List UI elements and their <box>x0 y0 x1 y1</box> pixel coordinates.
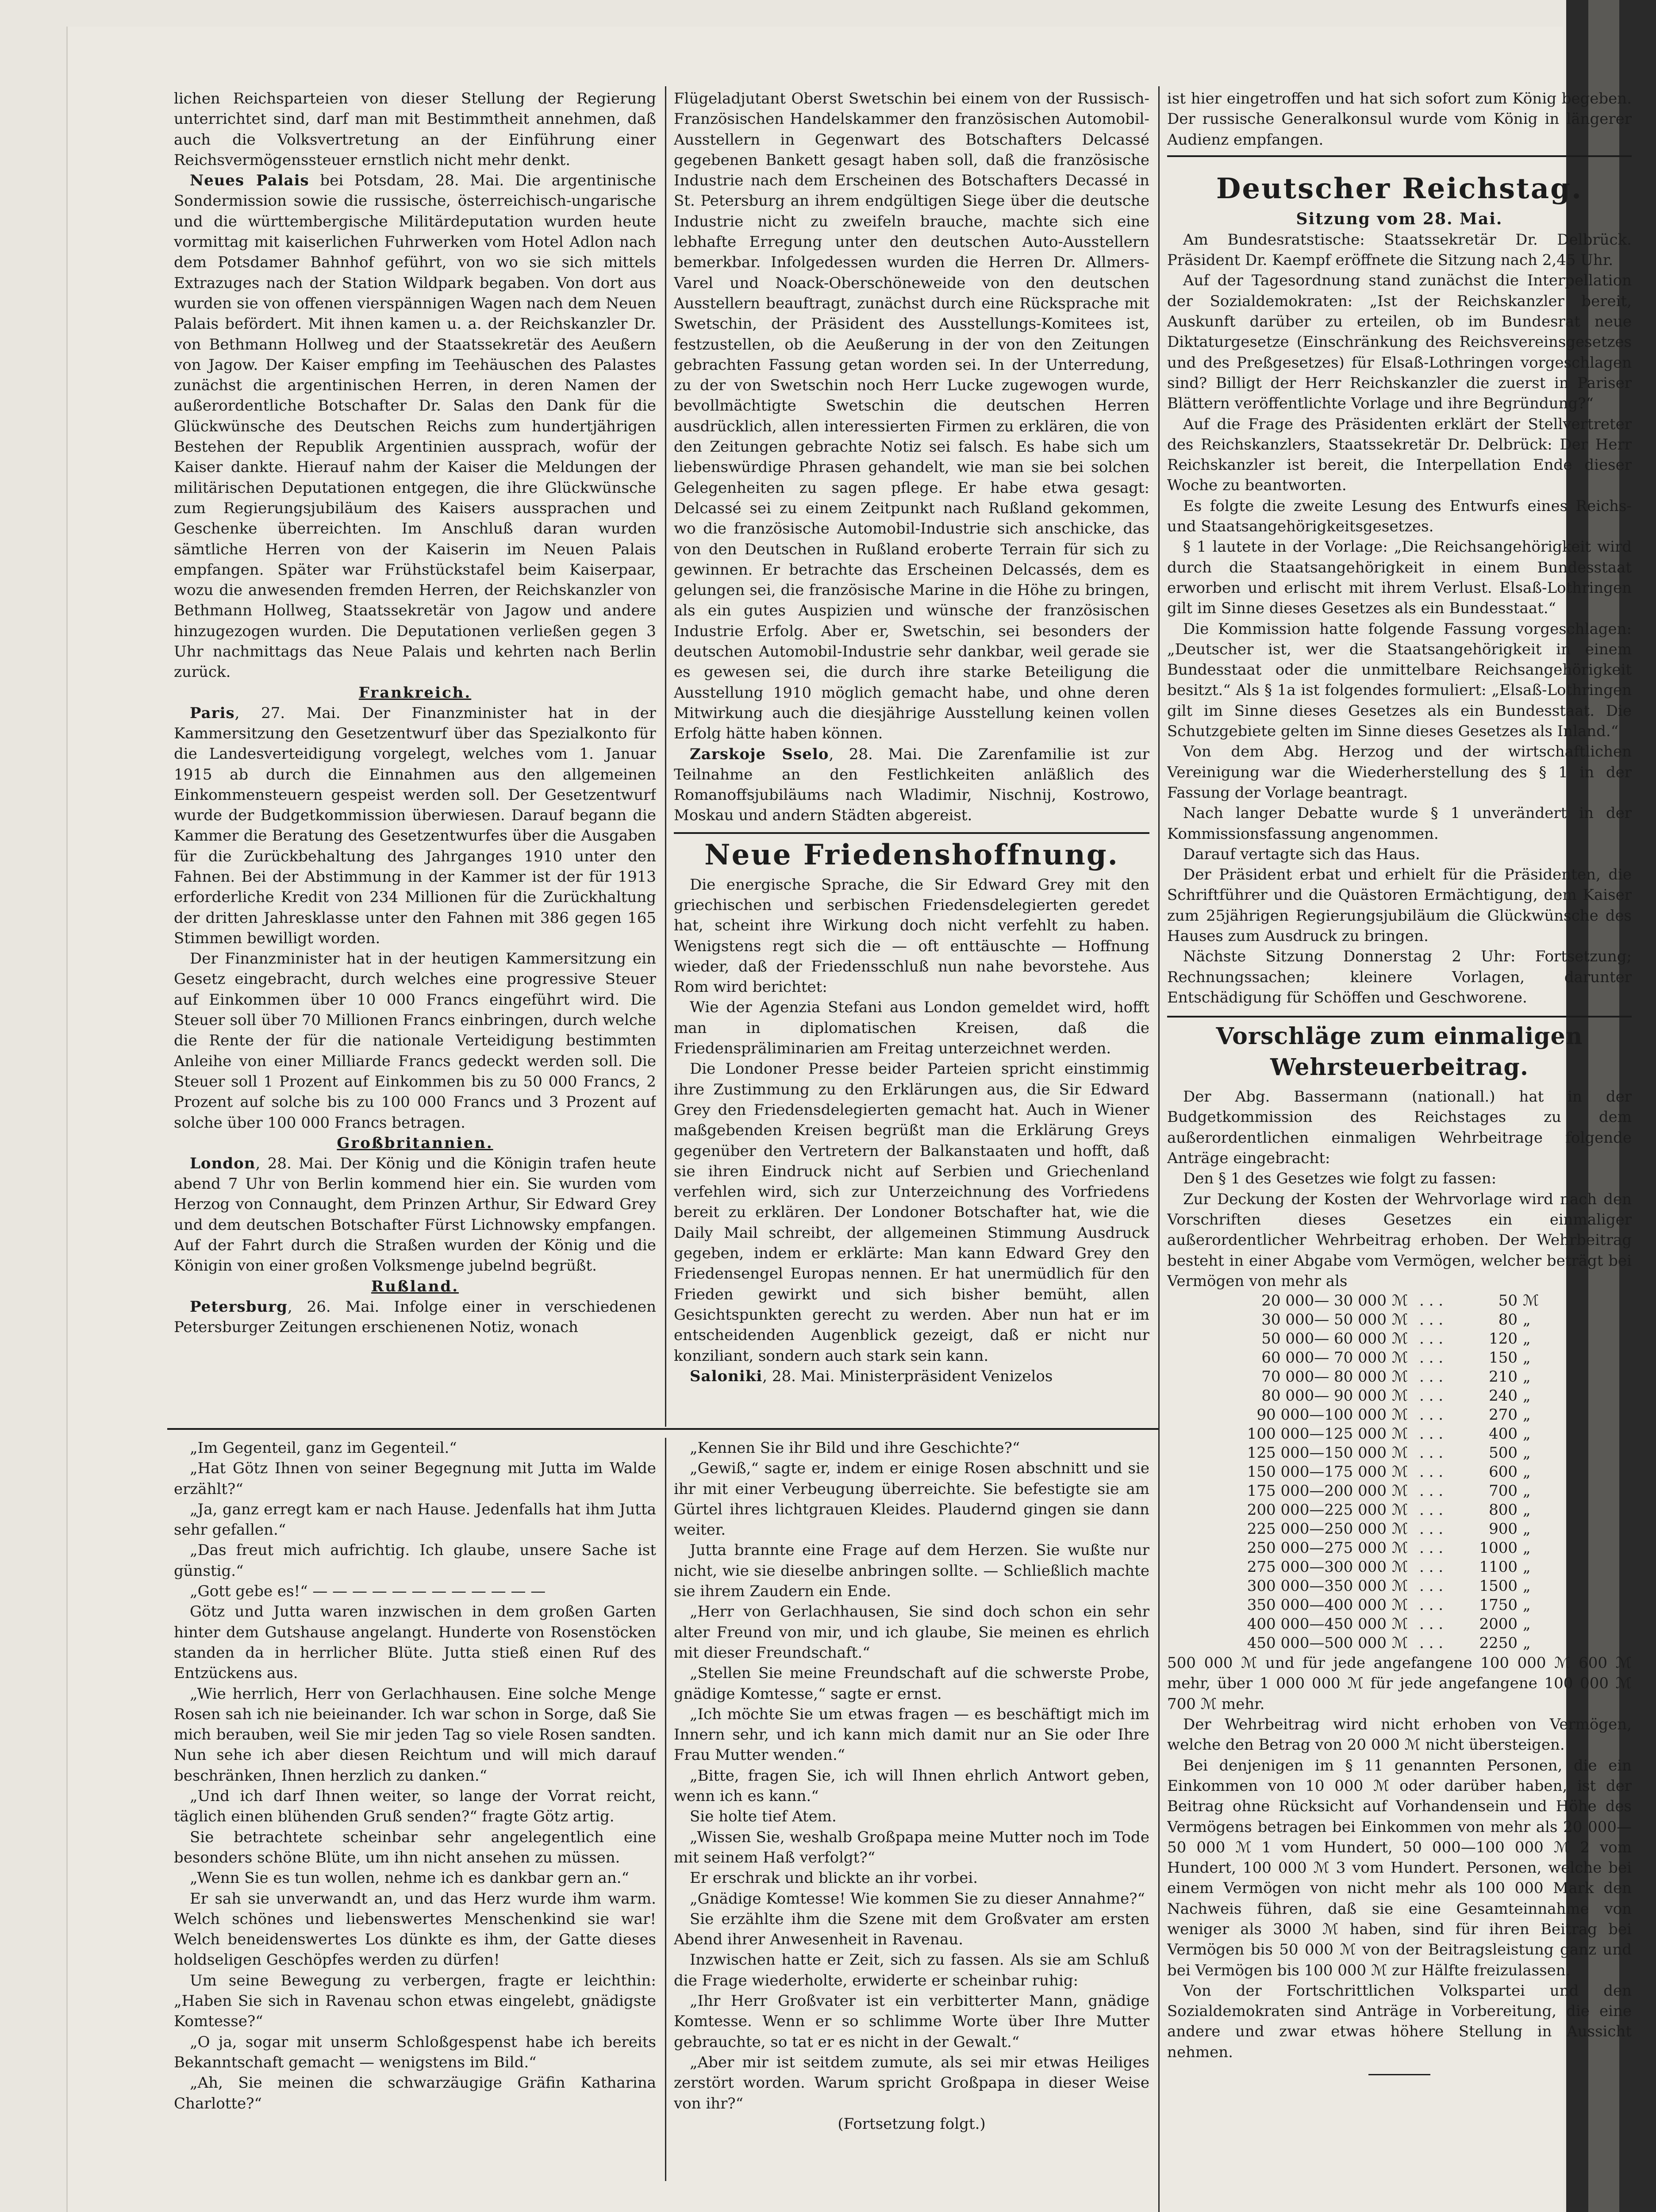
rate-amount: 400 <box>1489 1425 1518 1443</box>
leader-dots: . . . <box>1419 1292 1444 1310</box>
rate-amount: 270 <box>1489 1406 1518 1424</box>
story-paragraph: „Herr von Gerlachhausen, Sie sind doch schon ein sehr alter Freund von mir, und ich glaube, Sie meinen es ehrlich mit dieser Freundschaft.“ <box>674 1603 1149 1662</box>
mark-sign: ℳ <box>1392 1292 1408 1310</box>
article-text: ist hier eingetroffen und hat sich sofort zum König begeben. Der russische Generalkonsul wurde vom König in längerer Audienz empfangen. <box>1167 90 1632 149</box>
story-paragraph: Inzwischen hatte er Zeit, sich zu fassen. Als sie am Schluß die Frage wiederholte, erwiderte er scheinbar ruhig: <box>674 1951 1149 1989</box>
leader-dots: . . . <box>1419 1368 1444 1386</box>
leader-dots: . . . <box>1419 1558 1444 1576</box>
mark-sign: ℳ <box>1392 1596 1408 1614</box>
mark-sign: ℳ <box>1392 1520 1408 1538</box>
article-text: Der Abg. Bassermann (nationall.) hat in der Budgetkommission des Reichstages zu dem außerordentlichen einmaligen Wehrbeitrage folgende Anträge eingebracht: <box>1167 1088 1632 1167</box>
story-paragraph: Sie erzählte ihm die Szene mit dem Großvater am ersten Abend ihrer Anwesenheit in Ravenau. <box>674 1910 1149 1949</box>
section-heading-grossbritannien: Großbritannien. <box>337 1134 493 1152</box>
story-paragraph: „Stellen Sie meine Freundschaft auf die schwerste Probe, gnädige Komtesse,“ sagte er ernst. <box>674 1664 1149 1703</box>
ditto-mark: „ <box>1523 1444 1531 1462</box>
rate-range: 450 000—500 000 <box>1247 1634 1387 1652</box>
article-neues-palais <box>174 170 656 682</box>
article-text: Der Wehrbeitrag wird nicht erhoben von Vermögen, welche den Betrag von 20 000 ℳ nicht übersteigen. <box>1167 1716 1632 1754</box>
article-text: Auf der Tagesordnung stand zunächst die Interpellation der Sozialdemokraten: „Ist der Reichskanzler bereit, Auskunft darüber zu erteilen, ob im Bundesrat neue Diktaturgesetze (Einschränkung des Reichsvereinsgesetzes und des Preßgesetzes) für Elsaß-Lothringen vorgeschlagen sind? Billigt der Herr Reichskanzler die zuerst in Pariser Blättern veröffentlichte Vorlage und ihre Begründung?“ <box>1167 272 1632 413</box>
story-paragraph: „Hat Götz Ihnen von seiner Begegnung mit Jutta im Walde erzählt?“ <box>174 1459 656 1498</box>
ditto-mark: „ <box>1523 1330 1531 1348</box>
article-petersburg <box>174 1297 656 1338</box>
ditto-mark: „ <box>1523 1577 1531 1595</box>
mark-sign: ℳ <box>1392 1406 1408 1424</box>
rate-amount: 2250 <box>1479 1634 1518 1652</box>
rate-range: 400 000—450 000 <box>1247 1615 1387 1633</box>
end-rule <box>1368 2074 1430 2075</box>
rate-range: 100 000—125 000 <box>1247 1425 1387 1443</box>
rate-amount: 120 <box>1489 1330 1518 1348</box>
column-divider-2 <box>1158 86 1160 2212</box>
ditto-mark: „ <box>1523 1501 1531 1519</box>
feuilleton-divider <box>665 1438 666 2181</box>
dateline: London <box>190 1154 256 1172</box>
leader-dots: . . . <box>1419 1463 1444 1481</box>
article-text: , 27. Mai. Der Finanzminister hat in der Kammersitzung den Gesetzentwurf über das Spezialkonto für die Landesverteidigung vorgelegt, welches vom 1. Januar 1915 ab durch die Einnahmen aus den allgemeinen Einkommensteuern gespeist werden soll. Der Gesetzentwurf wurde der Budgetkommission überwiesen. Darauf begann die Kammer die Beratung des Gesetzentwurfes über die Ausgaben für die Zurückbehaltung des Jahrganges 1910 unter den Fahnen. Bei der Abstimmung in der Kammer ist der für 1913 erforderliche Kredit von 234 Millionen für die Zurückhaltung der dritten Jahresklasse unter den Fahnen mit 386 gegen 165 Stimmen bewilligt worden. <box>174 704 656 947</box>
feuilleton-left <box>174 1438 656 2190</box>
leader-dots: . . . <box>1419 1444 1444 1462</box>
dateline: Saloniki <box>690 1367 763 1385</box>
ditto-mark: „ <box>1523 1558 1531 1576</box>
article-text: Bei denjenigen im § 11 genannten Personen, die ein Einkommen von 10 000 ℳ oder darüber haben, ist der Beitrag ohne Rücksicht auf Vorhandensein und Höhe des Vermögens betragen bei Einkommen von mehr als 20 000—50 000 ℳ 1 vom Hundert, 50 000—100 000 ℳ 2 vom Hundert, 100 000 ℳ 3 vom Hundert. Personen, welche bei einem Vermögen von nicht mehr als 100 000 Mark den Nachweis führen, daß sie eine Gesamteinnahme von weniger als 3000 ℳ haben, sind für ihren Beitrag bei Vermögen bis 50 000 ℳ von der Beitragsleistung ganz und bei Vermögen bis 100 000 ℳ zur Hälfte freizulassen. <box>1167 1756 1632 1979</box>
rate-row <box>1183 1615 1555 1634</box>
rate-amount: 600 <box>1489 1463 1518 1481</box>
column-1 <box>174 88 656 1429</box>
rate-amount: 50 <box>1498 1292 1518 1310</box>
article-text: Die Londoner Presse beider Parteien spricht einstimmig ihre Zustimmung zu den Erklärungen aus, die Sir Edward Grey den Friedensdelegierten gemacht hat. Auch in Wiener maßgebenden Kreisen begrüßt man die Erklärung Greys gegenüber den Vertretern der Balkanstaaten und hofft, daß sie ihren Eindruck nicht auf Serbien und Griechenland verfehlen wird, sich zur Unterzeichnung des Vorfriedens bereit zu erklären. Der Londoner Botschafter hat, wie die Daily Mail schreibt, der allgemeinen Stimmung Ausdruck gegeben, indem er erklärte: Man kann Edward Grey den Friedensengel Europas nennen. Er hat unermüdlich für den Frieden gewirkt und sich bisher bemüht, allen Gesichtspunkten gerecht zu werden. Aber nun hat er im entscheidenden Augenblick gezeigt, daß er nicht nur konziliant, sondern auch stark sein kann. <box>674 1060 1149 1365</box>
article-text: Der Präsident erbat und erhielt für die Präsidenten, die Schriftführer und die Quästoren Ermächtigung, dem Kaiser zum 25jährigen Regierungsjubiläum die Glückwünsche des Hauses zum Ausdruck zu bringen. <box>1167 866 1632 945</box>
story-paragraph: „O ja, sogar mit unserm Schloßgespenst habe ich bereits Bekanntschaft gemacht — wenigstens im Bild.“ <box>174 2033 656 2071</box>
feuilleton-right <box>674 1438 1149 2190</box>
article-text: Von dem Abg. Herzog und der wirtschaftlichen Vereinigung war die Wiederherstellung des § 1 in der Fassung der Vorlage beantragt. <box>1167 743 1632 802</box>
rate-range: 350 000—400 000 <box>1247 1596 1387 1614</box>
rate-amount: 150 <box>1489 1349 1518 1367</box>
article-saloniki <box>674 1366 1149 1386</box>
mark-sign: ℳ <box>1392 1501 1408 1519</box>
ditto-mark: „ <box>1523 1349 1531 1367</box>
mark-sign: ℳ <box>1392 1330 1408 1348</box>
article-text: Von der Fortschrittlichen Volkspartei und den Sozialdemokraten sind Anträge in Vorbereitung, die eine andere und zwar etwas höhere Stellung in Aussicht nehmen. <box>1167 1982 1632 2061</box>
rate-amount: 1000 <box>1479 1539 1518 1557</box>
story-paragraph: „Gewiß,“ sagte er, indem er einige Rosen abschnitt und sie ihr mit einer Verbeugung überreichte. Sie befestigte sie am Gürtel ihres lichtgrauen Kleides. Plaudernd gingen sie dann weiter. <box>674 1459 1149 1539</box>
mark-sign: ℳ <box>1392 1482 1408 1500</box>
ditto-mark: „ <box>1523 1406 1531 1424</box>
article-text: , 26. Mai. Infolge einer in verschiedenen Petersburger Zeitungen erschienenen Notiz, wonach <box>174 1298 656 1336</box>
ditto-mark: „ <box>1523 1539 1531 1557</box>
article-text: Der Finanzminister hat in der heutigen Kammersitzung ein Gesetz eingebracht, durch welches eine progressive Steuer auf Einkommen über 10 000 Francs eingeführt wird. Die Steuer soll über 70 Millionen Francs einbringen, durch welche die Rente der für die nationale Verteidigung bestimmten Anleihe von einer Milliarde Francs gedeckt werden soll. Die Steuer soll 1 Prozent auf Einkommen bis zu 50 000 Francs, 2 Prozent auf solche bis zu 100 000 Francs und 3 Prozent auf solche über 100 000 Francs betragen. <box>174 950 656 1132</box>
rate-amount: 1750 <box>1479 1596 1518 1614</box>
mark-sign: ℳ <box>1392 1634 1408 1652</box>
leader-dots: . . . <box>1419 1406 1444 1424</box>
rate-range: 60 000— 70 000 <box>1261 1349 1387 1367</box>
article-text: Zur Deckung der Kosten der Wehrvorlage wird nach den Vorschriften dieses Gesetzes ein einmaliger außerordentlicher Wehrbeitrag erhoben. Der Wehrbeitrag besteht in einer Abgabe vom Vermögen, welcher beträgt bei Vermögen von mehr als <box>1167 1190 1632 1290</box>
mark-sign: ℳ <box>1392 1311 1408 1329</box>
article-text: Darauf vertagte sich das Haus. <box>1183 845 1420 863</box>
mark-sign: ℳ <box>1392 1463 1408 1481</box>
article-text: , 28. Mai. Ministerpräsident Venizelos <box>762 1367 1053 1385</box>
rate-amount: 800 <box>1489 1501 1518 1519</box>
rate-row <box>1183 1291 1555 1310</box>
mark-sign: ℳ <box>1392 1425 1408 1443</box>
rate-range: 250 000—275 000 <box>1247 1539 1387 1557</box>
mark-sign: ℳ <box>1523 1292 1539 1310</box>
story-paragraph: „Wie herrlich, Herr von Gerlachhausen. Eine solche Menge Rosen sah ich nie beieinander. Ich war schon in Sorge, daß Sie mich berauben, weil Sie mir jeden Tag so viele Rosen sandten. Nun sehe ich aber diesen Reichtum und will mich darauf beschränken, Ihnen herzlich zu danken.“ <box>174 1685 656 1785</box>
rate-range: 80 000— 90 000 <box>1261 1387 1387 1405</box>
headline-reichstag: Deutscher Reichstag. <box>1216 172 1583 205</box>
rate-last-limit: 500 000 ℳ <box>1167 1654 1257 1672</box>
article-text <box>1167 1653 1632 1714</box>
section-heading-russland: Rußland. <box>371 1277 459 1295</box>
mark-sign: ℳ <box>1392 1558 1408 1576</box>
rate-range: 70 000— 80 000 <box>1261 1368 1387 1386</box>
rate-range: 20 000— 30 000 <box>1261 1292 1387 1310</box>
ditto-mark: „ <box>1523 1368 1531 1386</box>
article-text: Die Kommission hatte folgende Fassung vorgeschlagen: „Deutscher ist, wer die Staatsangehörigkeit in einem Bundesstaat oder die unmittelbare Reichsangehörigkeit besitzt.“ Als § 1a ist folgendes formuliert: „Elsaß-Lothringen gilt im Sinne dieses Gesetzes als ein Bundesstaat. Die Schutzgebiete gelten im Sinne dieses Gesetzes als Inland.“ <box>1167 620 1632 741</box>
ditto-mark: „ <box>1523 1596 1531 1614</box>
leader-dots: . . . <box>1419 1501 1444 1519</box>
ditto-mark: „ <box>1523 1634 1531 1652</box>
article-london <box>174 1153 656 1276</box>
rate-row <box>1183 1520 1555 1539</box>
mark-sign: ℳ <box>1392 1539 1408 1557</box>
rate-row <box>1183 1634 1555 1653</box>
article-text: Auf die Frage des Präsidenten erklärt der Stellvertreter des Reichskanzlers, Staatssekretär Dr. Delbrück: Der Herr Reichskanzler ist bereit, die Interpellation Ende dieser Woche zu beantworten. <box>1167 415 1632 495</box>
rate-amount: 500 <box>1489 1444 1518 1462</box>
story-paragraph: „Wissen Sie, weshalb Großpapa meine Mutter noch im Tode mit seinem Haß verfolgt?“ <box>674 1828 1149 1866</box>
rate-tail: und für jede angefangene 100 000 ℳ 600 ℳ mehr, über 1 000 000 ℳ für jede angefangene 100 000 ℳ 700 ℳ mehr. <box>1167 1654 1632 1713</box>
continuation-note: (Fortsetzung folgt.) <box>838 2115 986 2133</box>
story-paragraph: Götz und Jutta waren inzwischen in dem großen Garten hinter dem Gutshause angelangt. Hunderte von Rosenstöcken standen da in herrlicher Blüte. Jutta stieß einen Ruf des Entzückens aus. <box>174 1603 656 1682</box>
rate-row <box>1183 1406 1555 1425</box>
article-text: Es folgte die zweite Lesung des Entwurfs eines Reichs- und Staatsangehörigkeitsgesetzes. <box>1167 497 1632 536</box>
story-paragraph: „Gott gebe es!“ — — — — — — — — — — — — <box>190 1582 546 1601</box>
rate-row <box>1183 1501 1555 1520</box>
article-text: lichen Reichsparteien von dieser Stellung der Regierung unterrichtet sind, darf man mit Bestimmtheit annehmen, daß auch die Volksvertretung an der Einführung einer Reichsvermögenssteuer ernstlich nicht mehr denkt. <box>174 90 656 169</box>
rate-row <box>1183 1386 1555 1406</box>
dateline: Neues Palais <box>190 172 309 190</box>
session-subheading: Sitzung vom 28. Mai. <box>1296 209 1503 228</box>
ditto-mark: „ <box>1523 1425 1531 1443</box>
rate-range: 30 000— 50 000 <box>1261 1311 1387 1329</box>
article-text: § 1 lautete in der Vorlage: „Die Reichsangehörigkeit wird durch die Staatsangehörigkeit in einem Bundesstaat erworben und erlischt mit ihrem Verlust. Elsaß-Lothringen gilt im Sinne dieses Gesetzes als ein Bundesstaat.“ <box>1167 538 1632 618</box>
story-paragraph: „Gnädige Komtesse! Wie kommen Sie zu dieser Annahme?“ <box>690 1889 1145 1908</box>
rate-amount: 1500 <box>1479 1577 1518 1595</box>
rate-row <box>1183 1444 1555 1463</box>
headline-rule <box>674 832 1149 834</box>
ditto-mark: „ <box>1523 1615 1531 1633</box>
article-text: Nächste Sitzung Donnerstag 2 Uhr: Fortsetzung; Rechnungssachen; kleinere Vorlagen, darunter Entschädigung für Schöffen und Geschworene. <box>1167 948 1632 1006</box>
article-text: Die energische Sprache, die Sir Edward Grey mit den griechischen und serbischen Friedensdelegierten geredet hat, scheint ihre Wirkung doch nicht verfehlt zu haben. Wenigstens regt sich die — oft enttäuschte — Hoffnung wieder, daß der Friedensschluß nun nahe bevorstehe. Aus Rom wird berichtet: <box>674 876 1149 996</box>
story-paragraph: „Kennen Sie ihr Bild und ihre Geschichte?“ <box>690 1439 1020 1457</box>
rate-amount: 900 <box>1489 1520 1518 1538</box>
leader-dots: . . . <box>1419 1634 1444 1652</box>
leader-dots: . . . <box>1419 1349 1444 1367</box>
story-paragraph: Jutta brannte eine Frage auf dem Herzen. Sie wußte nur nicht, wie sie dieselbe anbringen sollte. — Schließlich machte sie ihrem Zaudern ein Ende. <box>674 1541 1149 1601</box>
rate-row <box>1183 1425 1555 1444</box>
leader-dots: . . . <box>1419 1520 1444 1538</box>
article-text: , 28. Mai. Die Zarenfamilie ist zur Teilnahme an den Festlichkeiten anläßlich des Romanoffsjubiläums nach Wladimir, Nischnij, Kostrowo, Moskau und andern Städten abgereist. <box>674 745 1149 825</box>
leader-dots: . . . <box>1419 1615 1444 1633</box>
article-text: Flügeladjutant Oberst Swetschin bei einem von der Russisch-Französischen Handelskammer den französischen Automobil-Ausstellern in Gegenwart des Botschafters Delcassé gegebenen Bankett gesagt haben soll, daß die französische Industrie nach dem Erscheinen des Botschafters Decassé in St. Petersburg an ihrem endgültigen Siege über die deutsche Industrie nicht zu zweifeln brauche, machte sich eine lebhafte Erregung unter den deutschen Auto-Ausstellern bemerkbar. Infolgedessen wurden die Herren Dr. Allmers-Varel und Noack-Oberschöneweide von den deutschen Ausstellern beauftragt, zunächst durch eine Rücksprache mit Swetschin, der Präsident des Ausstellungs-Komitees ist, festzustellen, ob die Aeußerung in der von den Zeitungen gebrachten Fassung getan worden sei. In der Unterredung, zu der von Swetschin noch Herr Lucke zugewogen wurde, bevollmächtigte Swetschin die deutschen Herren ausdrücklich, allen interessierten Firmen zu erklären, die von den Zeitungen gebrachte Notiz sei falsch. Es habe sich um liebenswürdige Phrasen gehandelt, wie man sie bei solchen Gelegenheiten zu sagen pflege. Er habe etwa gesagt: Delcassé sei zu einem Zeitpunkt nach Rußland gekommen, wo die französische Automobil-Industrie sich anschicke, das von den Deutschen in Rußland eroberte Terrain für sich zu gewinnen. Er betrachte das Erscheinen Delcassés, dem es gelungen sei, die französische Marine in die Höhe zu bringen, als ein gutes Auspizien und wünsche der französischen Industrie Erfolg. Aber er, Swetschin, sei besonders der deutschen Automobil-Industrie sehr dankbar, weil gerade sie es gewesen sei, die durch ihre starke Beteiligung die Ausstellung 1910 möglich gemacht habe, und ohne deren Mitwirkung auch die diesjährige Ausstellung keinen vollen Erfolg hätte haben können. <box>674 90 1149 743</box>
rate-row <box>1183 1539 1555 1558</box>
dateline: Petersburg <box>190 1298 288 1316</box>
article-text: Den § 1 des Gesetzes wie folgt zu fassen: <box>1183 1170 1497 1188</box>
story-paragraph: „Das freut mich aufrichtig. Ich glaube, unsere Sache ist günstig.“ <box>174 1541 656 1580</box>
headline-rule <box>1167 155 1632 157</box>
rate-range: 125 000—150 000 <box>1247 1444 1387 1462</box>
story-paragraph: Sie betrachtete scheinbar sehr angelegentlich eine besonders schöne Blüte, um ihn nicht ansehen zu müssen. <box>174 1828 656 1866</box>
rate-range: 300 000—350 000 <box>1247 1577 1387 1595</box>
story-paragraph: „Ihr Herr Großvater ist ein verbitterter Mann, gnädige Komtesse. Wenn er so schlimme Worte über Ihre Mutter gebrauchte, so tat er es nicht in der Gewalt.“ <box>674 1992 1149 2051</box>
story-paragraph: „Ich möchte Sie um etwas fragen — es beschäftigt mich im Innern sehr, und ich kann mich damit nur an Sie oder Ihre Frau Mutter wenden.“ <box>674 1705 1149 1764</box>
leader-dots: . . . <box>1419 1539 1444 1557</box>
dateline: Paris <box>190 704 235 722</box>
rate-range: 50 000— 60 000 <box>1261 1330 1387 1348</box>
section-heading-frankreich: Frankreich. <box>358 684 472 702</box>
mark-sign: ℳ <box>1392 1615 1408 1633</box>
ditto-mark: „ <box>1523 1520 1531 1538</box>
article-paris <box>174 703 656 949</box>
story-paragraph: „Aber mir ist seitdem zumute, als sei mir etwas Heiliges zerstört worden. Warum spricht Großpapa in dieser Weise von ihr?“ <box>674 2053 1149 2112</box>
leader-dots: . . . <box>1419 1387 1444 1405</box>
rate-amount: 80 <box>1498 1311 1518 1329</box>
rate-amount: 1100 <box>1479 1558 1518 1576</box>
headline-wehrsteuer: Vorschläge zum einmaligen Wehrsteuerbeitrag. <box>1216 1023 1583 1081</box>
article-text: bei Potsdam, 28. Mai. Die argentinische Sondermission sowie die russische, österreichisch-ungarische und die württembergische Militärdeputation wurden heute vormittag mit kaiserlichen Fuhrwerken vom Hotel Adlon nach dem Potsdamer Bahnhof geführt, von wo sie sich mittels Extrazuges nach der Station Wildpark begaben. Von dort aus wurden sie von offenen vierspännigen Wagen nach dem Neuen Palais befördert. Mit ihnen kamen u. a. der Reichskanzler Dr. von Bethmann Hollweg und der Staatssekretär des Aeußern von Jagow. Der Kaiser empfing im Teehäuschen des Palastes zunächst die argentinischen Herren, in deren Namen der außerordentliche Botschafter Dr. Salas den Dank für die Glückwünsche des Deutschen Reichs zum hundertjährigen Bestehen der Republik Argentinien aussprach, wofür der Kaiser dankte. Hierauf nahm der Kaiser die Meldungen der militärischen Deputationen entgegen, die ihre Glückwünsche zum Regierungsjubiläum des Kaisers aussprachen und Geschenke überreichten. Im Anschluß daran wurden sämtliche Herren von der Kaiserin im Neuen Palais empfangen. Später war Frühstückstafel beim Kaiserpaar, wozu die anwesenden fremden Herren, der Reichskanzler von Bethmann Hollweg, Staatssekretär von Jagow und andere hinzugezogen wurden. Die Deputationen verließen gegen 3 Uhr nachmittags das Neue Palais und kehrten nach Berlin zurück. <box>174 172 656 681</box>
ditto-mark: „ <box>1523 1387 1531 1405</box>
rate-table <box>1183 1291 1555 1653</box>
ditto-mark: „ <box>1523 1482 1531 1500</box>
rate-row <box>1183 1329 1555 1348</box>
story-paragraph: Er erschrak und blickte an ihr vorbei. <box>690 1869 978 1887</box>
rate-row <box>1183 1482 1555 1501</box>
story-paragraph: „Bitte, fragen Sie, ich will Ihnen ehrlich Antwort geben, wenn ich es kann.“ <box>674 1767 1149 1805</box>
story-paragraph: Um seine Bewegung zu verbergen, fragte er leichthin: „Haben Sie sich in Ravenau schon etwas eingelebt, gnädigste Komtesse?“ <box>174 1971 656 2031</box>
column-3 <box>1167 88 1632 2212</box>
ditto-mark: „ <box>1523 1463 1531 1481</box>
story-paragraph: Sie holte tief Atem. <box>690 1808 837 1826</box>
rate-range: 225 000—250 000 <box>1247 1520 1387 1538</box>
rate-amount: 240 <box>1489 1387 1518 1405</box>
story-paragraph: „Ja, ganz erregt kam er nach Hause. Jedenfalls hat ihm Jutta sehr gefallen.“ <box>174 1500 656 1539</box>
rate-range: 200 000—225 000 <box>1247 1501 1387 1519</box>
rate-amount: 700 <box>1489 1482 1518 1500</box>
story-paragraph: Er sah sie unverwandt an, und das Herz wurde ihm warm. Welch schönes und liebenswertes Menschenkind sie war! Welch beneidenswertes Los dünkte es ihm, der Gatte dieses holdseligen Geschöpfes werden zu dürfen! <box>174 1889 656 1969</box>
rate-row <box>1183 1577 1555 1596</box>
dateline: Zarskoje Sselo <box>690 745 829 763</box>
leader-dots: . . . <box>1419 1330 1444 1348</box>
rate-row <box>1183 1367 1555 1386</box>
leader-dots: . . . <box>1419 1425 1444 1443</box>
leader-dots: . . . <box>1419 1311 1444 1329</box>
mark-sign: ℳ <box>1392 1577 1408 1595</box>
rate-amount: 210 <box>1489 1368 1518 1386</box>
rate-row <box>1183 1596 1555 1615</box>
article-zarskoje <box>674 744 1149 826</box>
leader-dots: . . . <box>1419 1482 1444 1500</box>
mark-sign: ℳ <box>1392 1349 1408 1367</box>
ditto-mark: „ <box>1523 1311 1531 1329</box>
mark-sign: ℳ <box>1392 1444 1408 1462</box>
rate-row <box>1183 1463 1555 1482</box>
column-2 <box>674 88 1149 1429</box>
rate-range: 150 000—175 000 <box>1247 1463 1387 1481</box>
mark-sign: ℳ <box>1392 1368 1408 1386</box>
headline-friedenshoffnung: Neue Friedenshoffnung. <box>704 838 1119 872</box>
rate-row <box>1183 1558 1555 1577</box>
headline-rule <box>1167 1016 1632 1018</box>
newspaper-page <box>66 27 1632 2212</box>
article-text: Wie der Agenzia Stefani aus London gemeldet wird, hofft man in diplomatischen Kreisen, daß die Friedenspräliminarien am Freitag unterzeichnet werden. <box>674 998 1149 1058</box>
story-paragraph: „Ah, Sie meinen die schwarzäugige Gräfin Katharina Charlotte?“ <box>174 2074 656 2112</box>
story-paragraph: „Im Gegenteil, ganz im Gegenteil.“ <box>190 1439 457 1457</box>
article-text: Nach langer Debatte wurde § 1 unverändert in der Kommissionsfassung angenommen. <box>1167 804 1632 843</box>
rate-amount: 2000 <box>1479 1615 1518 1633</box>
rate-range: 175 000—200 000 <box>1247 1482 1387 1500</box>
leader-dots: . . . <box>1419 1577 1444 1595</box>
story-paragraph: „Wenn Sie es tun wollen, nehme ich es dankbar gern an.“ <box>190 1869 629 1887</box>
rate-range: 90 000—100 000 <box>1256 1406 1387 1424</box>
rate-row <box>1183 1310 1555 1329</box>
leader-dots: . . . <box>1419 1596 1444 1614</box>
article-text: Am Bundesratstische: Staatssekretär Dr. Delbrück. Präsident Dr. Kaempf eröffnete die Sitzung nach 2,45 Uhr. <box>1167 230 1632 269</box>
story-paragraph: „Und ich darf Ihnen weiter, so lange der Vorrat reicht, täglich einen blühenden Gruß senden?“ fragte Götz artig. <box>174 1787 656 1826</box>
mark-sign: ℳ <box>1392 1387 1408 1405</box>
column-divider-1 <box>665 86 666 1427</box>
article-text: , 28. Mai. Der König und die Königin trafen heute abend 7 Uhr von Berlin kommend hier ein. Sie wurden vom Herzog von Connaught, dem Prinzen Arthur, Sir Edward Grey und dem deutschen Botschafter Fürst Lichnowsky empfangen. Auf der Fahrt durch die Straßen wurden der König und die Königin von einer großen Volksmenge jubelnd begrüßt. <box>174 1154 656 1275</box>
rate-row <box>1183 1348 1555 1367</box>
rate-range: 275 000—300 000 <box>1247 1558 1387 1576</box>
